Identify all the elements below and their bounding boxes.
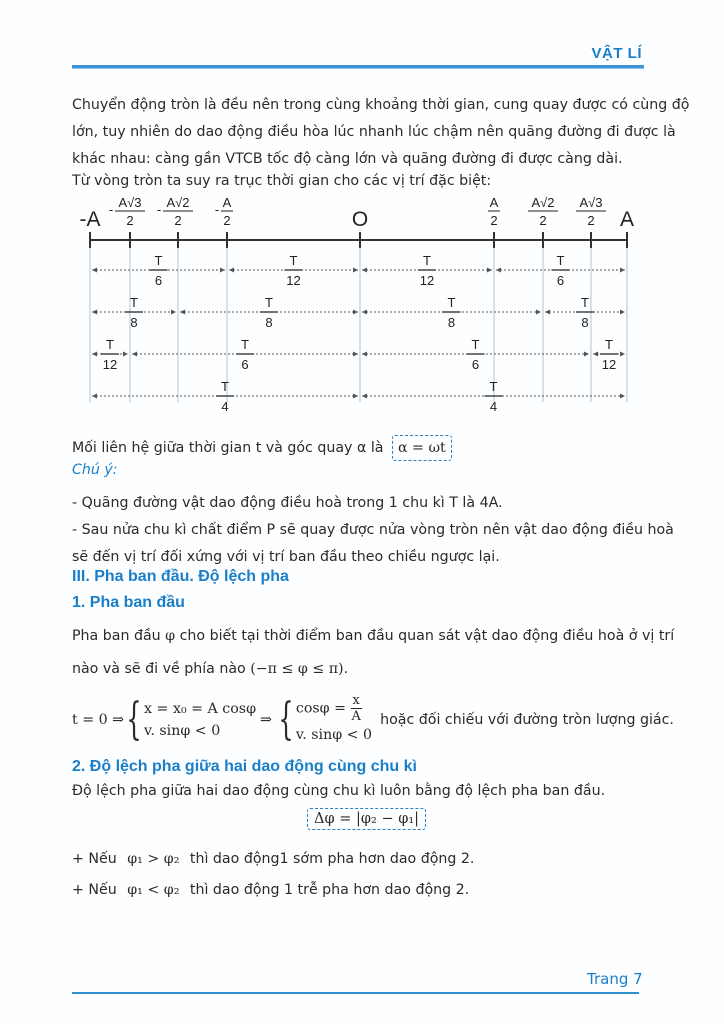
- position-label: -A: [79, 208, 101, 231]
- arrowhead-right-icon: [353, 394, 358, 399]
- interval-numerator: T: [447, 295, 456, 310]
- position-label-sign: -: [214, 202, 220, 217]
- note-item: - Sau nửa chu kì chất điểm P sẽ quay được nửa vòng tròn nên vật dao động điều hoà: [72, 522, 674, 538]
- interval-denominator: 8: [130, 315, 138, 330]
- arrowhead-left-icon: [92, 310, 97, 315]
- position-label-denominator: 2: [490, 213, 498, 228]
- fraction-denominator: A: [351, 709, 361, 724]
- subsection-heading: 1. Pha ban đầu: [72, 594, 185, 611]
- interval-numerator: T: [154, 253, 163, 268]
- position-label-denominator: 2: [126, 213, 134, 228]
- position-label: O: [351, 208, 369, 231]
- arrowhead-left-icon: [92, 352, 97, 357]
- brace-icon: {: [278, 693, 294, 745]
- arrowhead-left-icon: [132, 352, 137, 357]
- interval-numerator: T: [471, 337, 480, 352]
- arrowhead-right-icon: [620, 268, 625, 273]
- arrowhead-left-icon: [545, 310, 550, 315]
- header-rule: [72, 65, 644, 69]
- section-heading: III. Pha ban đầu. Độ lệch pha: [72, 568, 289, 585]
- text: .: [343, 661, 349, 677]
- position-label-numerator: A: [489, 195, 499, 210]
- phi-symbol: φ: [165, 628, 176, 644]
- interval-denominator: 12: [601, 357, 617, 372]
- arrowhead-right-icon: [536, 310, 541, 315]
- note-item: sẽ đến vị trí đối xứng với vị trí ban đầu theo chiều ngược lại.: [72, 549, 500, 565]
- text: cho biết tại thời điểm ban đầu quan sát vật dao động điều hoà ở vị trí: [179, 628, 675, 644]
- axis-layer: [80, 195, 635, 402]
- arrowhead-right-icon: [584, 352, 589, 357]
- arrowhead-right-icon: [123, 352, 128, 357]
- sys-lhs: t = 0 ⇒: [72, 711, 125, 728]
- intro-line: Chuyển động tròn là đều nên trong cùng khoảng thời gian, cung quay được có cùng độ: [72, 97, 690, 113]
- initial-phase-line: [72, 620, 675, 653]
- interval-numerator: T: [489, 379, 498, 394]
- interval-denominator: 8: [581, 315, 589, 330]
- interval-denominator: 6: [241, 357, 249, 372]
- interval-denominator: 8: [447, 315, 456, 330]
- arrowhead-left-icon: [229, 268, 234, 273]
- position-label-sign: -: [108, 202, 114, 217]
- note-list: [72, 490, 674, 571]
- condition-math: φ₁ < φ₂: [127, 882, 180, 898]
- implies-symbol: ⇒: [260, 711, 272, 728]
- time-axis-diagram: [0, 190, 724, 420]
- note-item: - Quãng đường vật dao động điều hoà trong 1 chu kì T là 4A.: [72, 495, 503, 511]
- interval-denominator: 6: [471, 357, 480, 372]
- condition-math: φ₁ > φ₂: [127, 851, 180, 867]
- arrowhead-right-icon: [487, 268, 492, 273]
- position-label: A: [619, 208, 635, 231]
- text: thì dao động 1 trễ pha hơn dao động 2.: [189, 882, 470, 898]
- system-line: x = x₀ = A cosφ: [144, 700, 257, 717]
- interval-numerator: T: [605, 337, 613, 352]
- system-line: v. sinφ < 0: [295, 727, 373, 743]
- initial-phase-paragraph: [72, 620, 675, 686]
- note-title: Chú ý:: [72, 462, 118, 478]
- intro-lead: Từ vòng tròn ta suy ra trục thời gian cho các vị trí đặc biệt:: [72, 173, 492, 189]
- arrowhead-right-icon: [620, 394, 625, 399]
- system-line: v. sinφ < 0: [144, 722, 221, 739]
- interval-denominator: 12: [419, 273, 435, 288]
- position-label-numerator: A√2: [166, 195, 190, 210]
- intro-line: lớn, tuy nhiên do dao động điều hòa lúc nhanh lúc chậm nên quãng đường đi được là: [72, 124, 676, 140]
- system-1: [144, 698, 256, 742]
- condition-lead: [72, 851, 474, 867]
- relation-formula-box: α = ωt: [392, 435, 452, 461]
- position-label-numerator: A√2: [531, 195, 555, 210]
- interval-layer: [92, 253, 625, 414]
- footer-rule: [72, 992, 639, 994]
- arrowhead-left-icon: [92, 268, 97, 273]
- interval-denominator: 12: [102, 357, 118, 372]
- text: Pha ban đầu: [72, 628, 161, 644]
- position-label-numerator: A√3: [579, 195, 603, 210]
- interval-denominator: 6: [154, 273, 163, 288]
- arrowhead-left-icon: [496, 268, 501, 273]
- interval-denominator: 4: [489, 399, 498, 414]
- text: nào và sẽ đi về phía nào: [72, 661, 246, 677]
- system-line-lhs: cosφ =: [295, 700, 347, 717]
- arrowhead-left-icon: [180, 310, 185, 315]
- text: thì dao động1 sớm pha hơn dao động 2.: [189, 851, 475, 867]
- system-line: [296, 693, 372, 724]
- interval-numerator: T: [221, 379, 229, 394]
- arrowhead-left-icon: [92, 394, 97, 399]
- arrowhead-left-icon: [362, 310, 367, 315]
- arrowhead-left-icon: [362, 352, 367, 357]
- system-2: [296, 693, 372, 746]
- interval-numerator: T: [289, 253, 298, 268]
- subsection-heading: 2. Độ lệch pha giữa hai dao động cùng chu kì: [72, 758, 417, 775]
- position-label-denominator: 2: [539, 213, 547, 228]
- fraction-numerator: x: [352, 693, 360, 708]
- page-number: Trang 7: [587, 970, 643, 988]
- interval-numerator: T: [423, 253, 431, 268]
- interval-denominator: 6: [556, 273, 565, 288]
- position-label-sign: -: [156, 202, 162, 217]
- interval-numerator: T: [265, 295, 273, 310]
- interval-denominator: 12: [286, 273, 301, 288]
- position-label-denominator: 2: [587, 213, 595, 228]
- initial-phase-line: [72, 653, 657, 686]
- interval-denominator: 8: [265, 315, 273, 330]
- intro-line: khác nhau: càng gần VTCB tốc độ càng lớn và quãng đường đi được càng dài.: [72, 151, 623, 167]
- arrowhead-left-icon: [362, 394, 367, 399]
- arrowhead-right-icon: [353, 268, 358, 273]
- condition-lag: [72, 882, 469, 898]
- fraction: [351, 693, 362, 724]
- interval-denominator: 4: [221, 399, 229, 414]
- arrowhead-right-icon: [353, 310, 358, 315]
- brace-icon: {: [126, 693, 142, 745]
- arrowhead-left-icon: [593, 352, 598, 357]
- text: + Nếu: [72, 882, 117, 898]
- arrowhead-right-icon: [620, 352, 625, 357]
- text: + Nếu: [72, 851, 117, 867]
- position-label-numerator: A: [222, 195, 232, 210]
- position-label-denominator: 2: [223, 213, 231, 228]
- arrowhead-left-icon: [362, 268, 367, 273]
- phase-range: (−π ≤ φ ≤ π): [250, 661, 344, 677]
- intro-paragraph: [72, 92, 690, 173]
- interval-numerator: T: [581, 295, 589, 310]
- position-label-denominator: 2: [174, 213, 182, 228]
- arrowhead-right-icon: [620, 310, 625, 315]
- interval-numerator: T: [556, 253, 565, 268]
- initial-condition-system: [72, 693, 674, 746]
- interval-numerator: T: [241, 337, 249, 352]
- interval-numerator: T: [130, 295, 138, 310]
- phase-difference-text: Độ lệch pha giữa hai dao động cùng chu kì luôn bằng độ lệch pha ban đầu.: [72, 783, 606, 799]
- arrowhead-right-icon: [220, 268, 225, 273]
- system-tail: hoặc đối chiếu với đường tròn lượng giác.: [380, 711, 674, 728]
- relation-text: Mối liên hệ giữa thời gian t và góc quay α là: [72, 440, 384, 456]
- subject-title: VẬT LÍ: [591, 45, 642, 62]
- arrowhead-right-icon: [353, 352, 358, 357]
- arrowhead-right-icon: [171, 310, 176, 315]
- phase-difference-formula-box: Δφ = |φ₂ − φ₁|: [307, 808, 426, 830]
- interval-numerator: T: [106, 337, 114, 352]
- relation-line: [72, 435, 452, 461]
- position-label-numerator: A√3: [118, 195, 142, 210]
